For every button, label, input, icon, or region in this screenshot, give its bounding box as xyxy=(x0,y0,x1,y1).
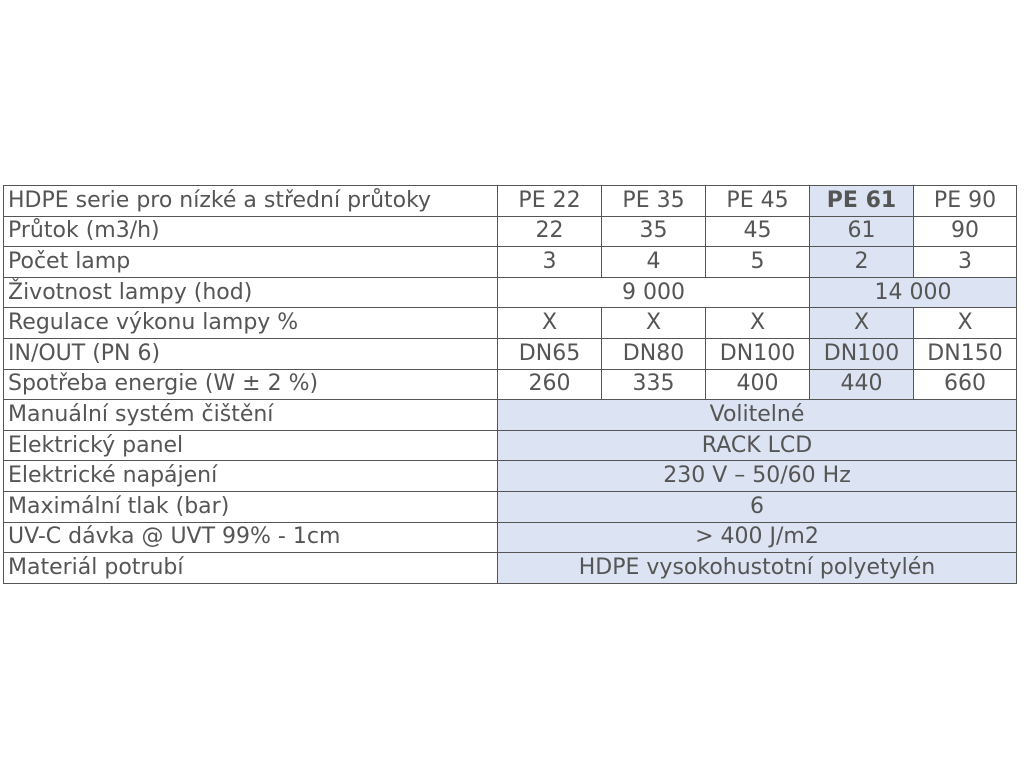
table-cell: 660 xyxy=(914,369,1017,400)
table-cell: 3 xyxy=(498,247,602,278)
table-row-cleaning xyxy=(4,400,1017,431)
table-cell: 4 xyxy=(602,247,706,278)
row-label: Průtok (m3/h) xyxy=(4,216,498,247)
table-cell: X xyxy=(810,308,914,339)
row-label: Manuální systém čištění xyxy=(4,400,498,431)
model-pe61-header: PE 61 xyxy=(810,186,914,217)
table-cell: DN65 xyxy=(498,338,602,369)
model-pe22-header: PE 22 xyxy=(498,186,602,217)
table-cell: X xyxy=(498,308,602,339)
table-row-uvc-dose xyxy=(4,522,1017,553)
table-cell: DN100 xyxy=(706,338,810,369)
table-cell: 335 xyxy=(602,369,706,400)
series-title: HDPE serie pro nízké a střední průtoky xyxy=(4,186,498,217)
table-cell: 3 xyxy=(914,247,1017,278)
row-label: IN/OUT (PN 6) xyxy=(4,338,498,369)
table-row-pressure xyxy=(4,491,1017,522)
row-label: Elektrické napájení xyxy=(4,461,498,492)
table-cell: 230 V – 50/60 Hz xyxy=(498,461,1017,492)
table-cell: 2 xyxy=(810,247,914,278)
model-pe35-header: PE 35 xyxy=(602,186,706,217)
table-cell: 400 xyxy=(706,369,810,400)
table-row-flow xyxy=(4,216,1017,247)
table-row-in-out xyxy=(4,338,1017,369)
uv-specification-table xyxy=(3,185,1017,584)
table-cell: 260 xyxy=(498,369,602,400)
table-cell: 14 000 xyxy=(810,277,1017,308)
table-cell: 6 xyxy=(498,491,1017,522)
row-label: Počet lamp xyxy=(4,247,498,278)
table-cell: 61 xyxy=(810,216,914,247)
row-label: Maximální tlak (bar) xyxy=(4,491,498,522)
table-row-power-regulation xyxy=(4,308,1017,339)
table-cell: Volitelné xyxy=(498,400,1017,431)
table-row-lifetime xyxy=(4,277,1017,308)
table-row-lamps xyxy=(4,247,1017,278)
table-cell: X xyxy=(914,308,1017,339)
table-cell: DN150 xyxy=(914,338,1017,369)
table-cell: X xyxy=(602,308,706,339)
row-label: Životnost lampy (hod) xyxy=(4,277,498,308)
table-cell: DN100 xyxy=(810,338,914,369)
row-label: UV-C dávka @ UVT 99% - 1cm xyxy=(4,522,498,553)
table-cell: 35 xyxy=(602,216,706,247)
table-cell: 45 xyxy=(706,216,810,247)
table-row-pipe-material xyxy=(4,553,1017,584)
row-label: Spotřeba energie (W ± 2 %) xyxy=(4,369,498,400)
table-cell: 5 xyxy=(706,247,810,278)
table-cell: 9 000 xyxy=(498,277,810,308)
table-cell: X xyxy=(706,308,810,339)
table-cell: HDPE vysokohustotní polyetylén xyxy=(498,553,1017,584)
table-cell: DN80 xyxy=(602,338,706,369)
row-label: Elektrický panel xyxy=(4,430,498,461)
table-cell: 90 xyxy=(914,216,1017,247)
row-label: Materiál potrubí xyxy=(4,553,498,584)
table-cell: > 400 J/m2 xyxy=(498,522,1017,553)
model-pe45-header: PE 45 xyxy=(706,186,810,217)
model-pe90-header: PE 90 xyxy=(914,186,1017,217)
table-cell: RACK LCD xyxy=(498,430,1017,461)
table-cell: 22 xyxy=(498,216,602,247)
table-cell: 440 xyxy=(810,369,914,400)
table-row-supply xyxy=(4,461,1017,492)
table-row-panel xyxy=(4,430,1017,461)
row-label: Regulace výkonu lampy % xyxy=(4,308,498,339)
table-row-consumption xyxy=(4,369,1017,400)
table-header-row xyxy=(4,186,1017,217)
